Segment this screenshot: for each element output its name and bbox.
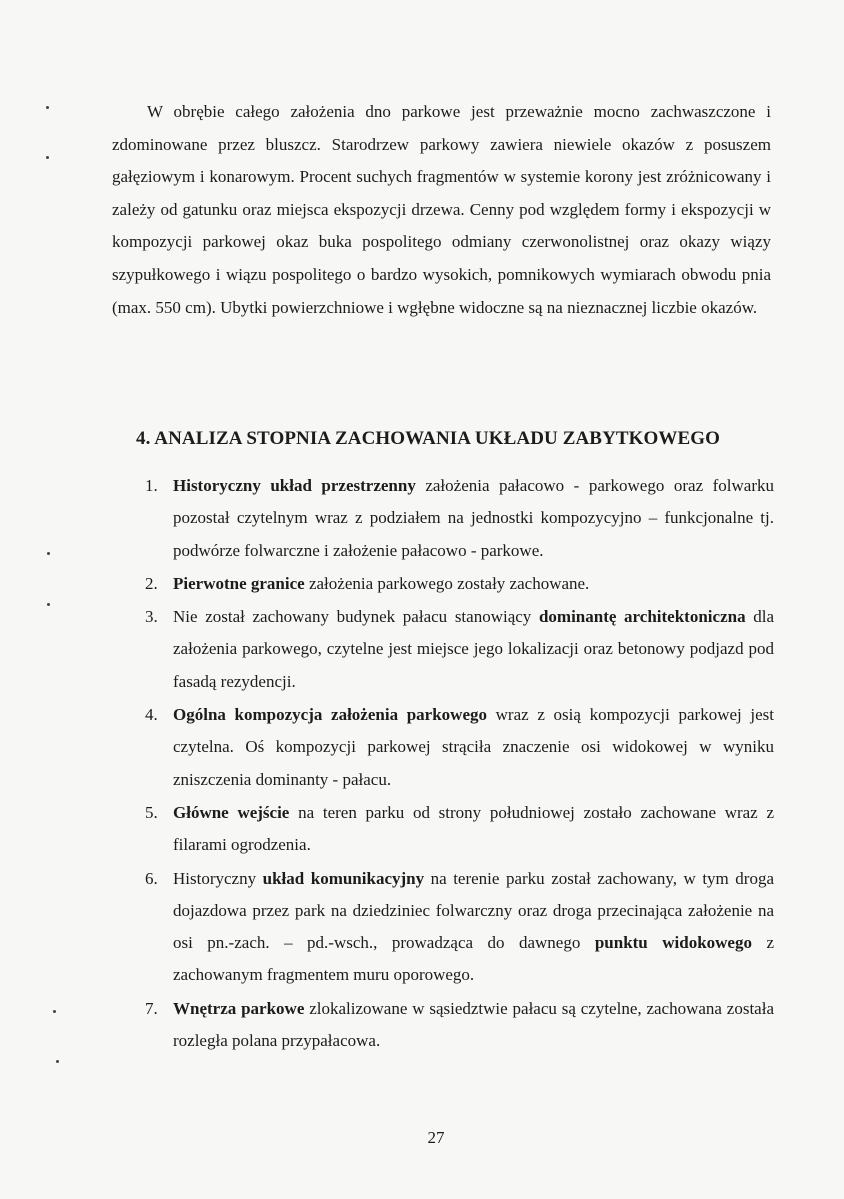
item-bold-phrase: Pierwotne granice [173, 573, 305, 593]
item-number: 2. [145, 573, 158, 593]
list-item [136, 699, 774, 796]
list-item [136, 863, 774, 992]
item-bold-phrase: Wnętrza parkowe [173, 998, 305, 1018]
section-heading: 4. ANALIZA STOPNIA ZACHOWANIA UKŁADU ZABYTKOWEGO [136, 428, 721, 449]
list-item [136, 601, 774, 698]
scan-speck [47, 603, 50, 606]
item-text-2: z zachowanym fragmentem muru oporowego. [173, 933, 774, 985]
item-text: założenia pałacowo - parkowego oraz folwarku pozostał czytelnym wraz z podziałem na jednostki kompozycyjno – funkcjonalne tj. podwórze folwarczne i założenie pałacowo - parkowe. [173, 476, 774, 560]
item-bold-phrase: układ komunikacyjny [262, 868, 425, 888]
body-paragraph [112, 96, 771, 324]
numbered-list [136, 470, 774, 1058]
scan-speck [46, 156, 49, 159]
item-number: 6. [145, 868, 158, 888]
item-bold-phrase: Historyczny układ przestrzenny [173, 476, 416, 495]
scan-speck [56, 1060, 59, 1063]
item-text: dla założenia parkowego, czytelne jest miejsce jego lokalizacji oraz betonowy podjazd pod fasadą rezydencji. [173, 607, 774, 691]
scan-speck [53, 1010, 56, 1013]
item-number: 5. [145, 802, 158, 822]
item-text: na terenie parku został zachowany, w tym droga dojazdowa przez park na dziedziniec folwarczny oraz droga przecinająca założenie na osi pn.-zach. – pd.-wsch., prowadząca do dawnego [173, 868, 775, 953]
item-text: zlokalizowane w sąsiedztwie pałacu są czytelne, zachowana została rozległa polana przypałacowa. [173, 998, 774, 1051]
item-bold-phrase: Ogólna kompozycja założenia parkowego [173, 705, 487, 725]
item-text: na teren parku od strony południowej zostało zachowane wraz z filarami ogrodzenia. [173, 802, 774, 855]
list-item [136, 797, 774, 862]
item-bold-phrase: dominantę architektoniczna [538, 607, 746, 627]
item-number: 7. [145, 998, 158, 1018]
item-number: 4. [145, 705, 158, 725]
list-item [136, 470, 774, 567]
item-text: założenia parkowego zostały zachowane. [304, 573, 590, 593]
item-number: 1. [145, 476, 158, 495]
page-number: 27 [427, 1128, 445, 1147]
item-bold-phrase-2: punktu widokowego [594, 933, 752, 953]
item-text-pre: Historyczny [173, 868, 263, 888]
item-bold-phrase: Główne wejście [173, 802, 290, 822]
item-text-pre: Nie został zachowany budynek pałacu stanowiący [173, 607, 539, 627]
list-item [136, 568, 774, 600]
scan-speck [47, 552, 50, 555]
paragraph-text: W obrębie całego założenia dno parkowe jest przeważnie mocno zachwaszczone i zdominowane przez bluszcz. Starodrzew parkowy zawiera niewiele okazów z posuszem gałęziowym i konarowym. Procent suchych fragmentów w systemie korony jest zróżnicowany i zależy od gatunku oraz miejsca ekspozycji drzewa. Cenny pod względem formy i ekspozycji w kompozycji parkowej okaz buka pospolitego odmiany czerwonolistnej oraz okazy wiązy szypułkowego i wiązu pospolitego o bardzo wysokich, pomnikowych wymiarach obwodu pnia (max. 550 cm). Ubytki powierzchniowe i wgłębne widoczne są na nieznacznej liczbie okazów. [112, 102, 771, 317]
scan-speck [46, 106, 49, 109]
item-text: wraz z osią kompozycji parkowej jest czytelna. Oś kompozycji parkowej strąciła znaczenie osi widokowej w wyniku zniszczenia dominanty - pałacu. [173, 705, 774, 789]
item-number: 3. [145, 607, 158, 627]
list-item [136, 993, 774, 1058]
